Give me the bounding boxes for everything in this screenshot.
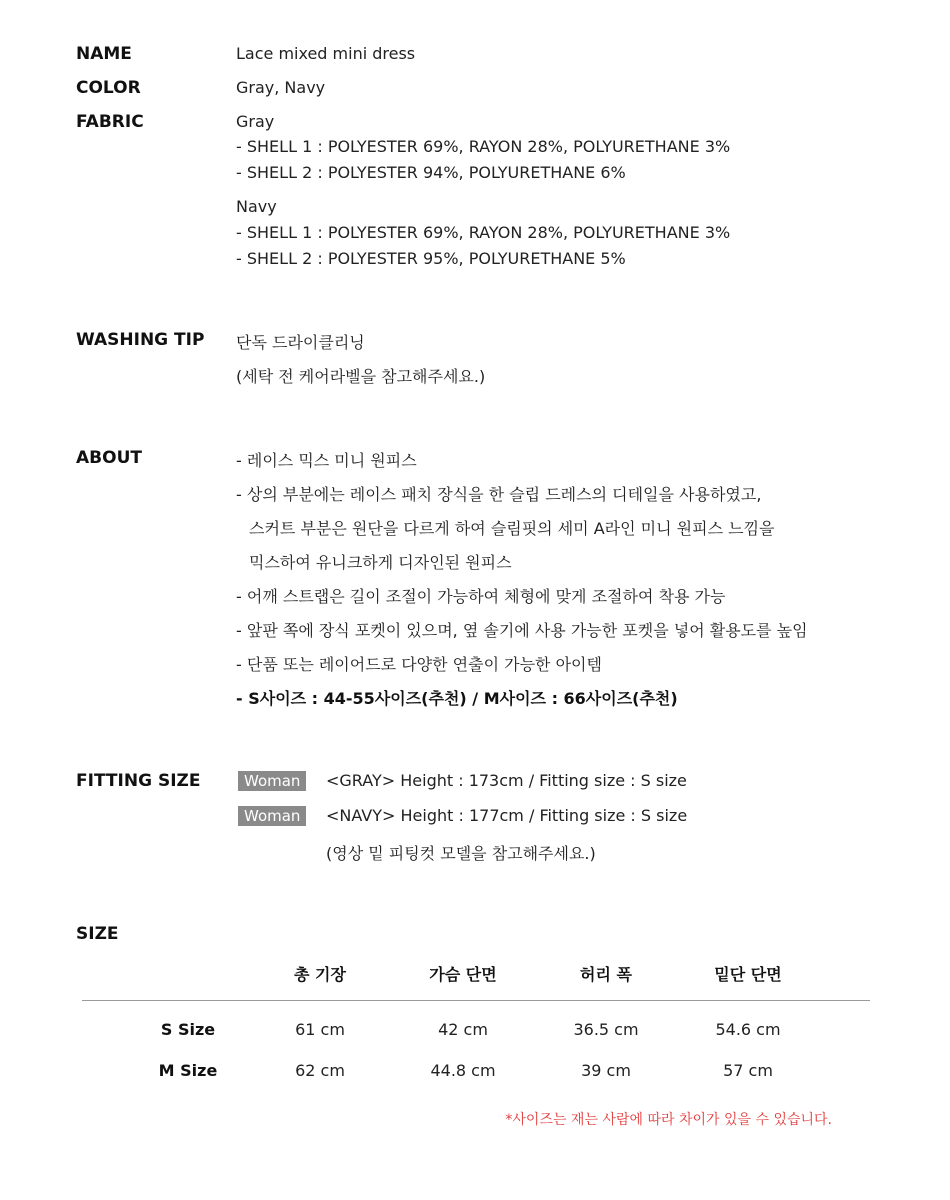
size-header-waist: 허리 폭	[580, 965, 632, 984]
size-cell: 39 cm	[581, 1061, 631, 1080]
woman-badge: Woman	[238, 806, 306, 826]
size-cell: 42 cm	[438, 1020, 488, 1039]
about-label: ABOUT	[76, 448, 142, 468]
fitting-row-navy: <NAVY> Height : 177cm / Fitting size : S size	[326, 806, 688, 825]
size-table-divider	[82, 1000, 870, 1001]
about-line: 스커트 부분은 원단을 다르게 하여 슬림핏의 세미 A라인 미니 원피스 느낌을	[249, 519, 775, 538]
fitting-row-gray: <GRAY> Height : 173cm / Fitting size : S size	[326, 771, 687, 790]
size-label: SIZE	[76, 924, 119, 944]
about-line: - 어깨 스트랩은 길이 조절이 가능하여 체형에 맞게 조절하여 착용 가능	[236, 587, 726, 606]
washing-label: WASHING TIP	[76, 330, 205, 350]
color-value: Gray, Navy	[236, 78, 326, 97]
woman-badge: Woman	[238, 771, 306, 791]
size-header-hem: 밑단 단면	[714, 965, 782, 984]
washing-line: (세탁 전 케어라벨을 참고해주세요.)	[236, 367, 486, 386]
fabric-line: - SHELL 1 : POLYESTER 69%, RAYON 28%, POLYURETHANE 3%	[236, 137, 731, 156]
size-row-label-m: M Size	[158, 1061, 218, 1080]
size-disclaimer: *사이즈는 재는 사람에 따라 차이가 있을 수 있습니다.	[505, 1112, 832, 1128]
fabric-line: - SHELL 2 : POLYESTER 95%, POLYURETHANE 5%	[236, 249, 626, 268]
about-line: - 단품 또는 레이어드로 다양한 연출이 가능한 아이템	[236, 655, 602, 674]
size-cell: 54.6 cm	[715, 1020, 781, 1039]
size-header-chest: 가슴 단면	[429, 965, 497, 984]
fitting-label: FITTING SIZE	[76, 771, 201, 791]
name-label: NAME	[76, 44, 132, 64]
name-value: Lace mixed mini dress	[236, 44, 416, 63]
about-line: - 상의 부분에는 레이스 패치 장식을 한 슬립 드레스의 디테일을 사용하였고,	[236, 485, 762, 504]
size-header-total-length: 총 기장	[294, 965, 346, 984]
fabric-line: - SHELL 1 : POLYESTER 69%, RAYON 28%, POLYURETHANE 3%	[236, 223, 731, 242]
about-line: - 레이스 믹스 미니 원피스	[236, 451, 417, 470]
about-size-recommendation: - S사이즈 : 44-55사이즈(추천) / M사이즈 : 66사이즈(추천)	[236, 689, 678, 708]
size-cell: 36.5 cm	[573, 1020, 639, 1039]
size-cell: 61 cm	[295, 1020, 345, 1039]
fitting-note: (영상 밑 피팅컷 모델을 참고해주세요.)	[326, 844, 596, 863]
fabric-group-navy: Navy	[236, 197, 277, 216]
fabric-group-gray: Gray	[236, 112, 275, 131]
about-line: 믹스하여 유니크하게 디자인된 원피스	[249, 553, 512, 572]
fabric-label: FABRIC	[76, 112, 144, 132]
size-cell: 44.8 cm	[430, 1061, 496, 1080]
washing-line: 단독 드라이클리닝	[236, 333, 365, 352]
size-cell: 57 cm	[723, 1061, 773, 1080]
size-cell: 62 cm	[295, 1061, 345, 1080]
size-row-label-s: S Size	[160, 1020, 216, 1039]
fabric-line: - SHELL 2 : POLYESTER 94%, POLYURETHANE 6%	[236, 163, 626, 182]
color-label: COLOR	[76, 78, 141, 98]
about-line: - 앞판 쪽에 장식 포켓이 있으며, 옆 솔기에 사용 가능한 포켓을 넣어 활용도를 높임	[236, 621, 808, 640]
